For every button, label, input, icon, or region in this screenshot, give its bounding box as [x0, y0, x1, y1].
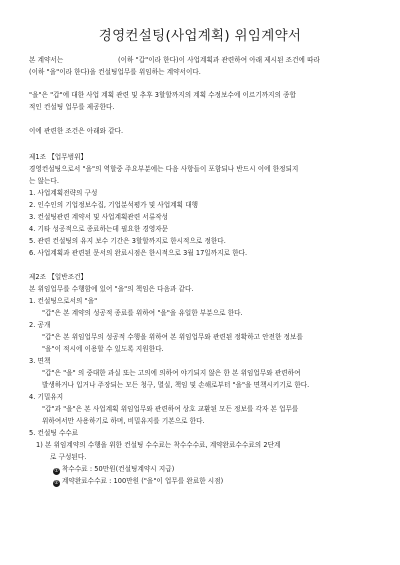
article-1-body-2: 는 않는다. — [29, 177, 59, 185]
clause-4-text-2: 위하여서만 사용하기로 하며, 비밀유지를 기본으로 한다. — [42, 417, 205, 425]
circled-number-2: ② — [54, 480, 59, 486]
article-1-item: 5. 관련 컨설팅의 유지 보수 기간은 3할할까지로 한시적으로 정한다. — [29, 237, 226, 245]
clause-2-title: 2. 공개 — [29, 321, 51, 329]
article-1-item: 1. 사업계획전략의 구성 — [29, 189, 98, 197]
clause-1-title: 1. 컨설팅으로서의 "을" — [29, 297, 98, 305]
fee-item-2-text: 계약완료수수료 : 100만원 ("을"이 업무를 완료한 시점) — [62, 477, 224, 485]
conditions-intro: 이에 관련한 조건은 아래와 같다. — [29, 127, 124, 135]
clause-5-text-1: 1) 본 위임계약의 수행을 위한 컨설팅 수수료는 착수수수료, 계약완료수수료의 2단계 — [36, 441, 281, 449]
clause-3-title: 3. 면책 — [29, 357, 51, 365]
article-1-item: 4. 기타 성공적으로 종료하는데 필요한 경영자문 — [29, 225, 169, 233]
clause-4-title: 4. 기밀유지 — [29, 393, 64, 401]
purpose-line-1: "을"은 "갑"에 대한 사업 계획 관련 및 추후 3할할까지의 계획 수정보수에 이르기까지의 종합 — [29, 91, 297, 99]
fee-item-1-text: 착수수료 : 50만원(컨설팅계약시 지급) — [62, 465, 175, 473]
clause-3-text-2: 발생하거나 입거나 주장되는 모든 청구, 멸실, 책임 및 손해로부터 "을"을 면책시키기로 한다. — [42, 381, 310, 389]
article-1-heading: 제1조 【업무범위】 — [29, 153, 88, 161]
intro-line-2: (이하 "을"이라 한다)을 컨설팅업무를 위임하는 계약서이다. — [29, 68, 201, 76]
intro-line-1b: (이하 "갑"이라 한다)이 사업계획과 관련하여 아래 제시된 조건에 따라 — [118, 56, 320, 64]
article-2-body: 본 위임업무를 수행함에 있어 "을"의 책임은 다음과 같다. — [29, 285, 194, 293]
article-1-body-1: 경영컨설팅으로서 "을"의 역할중 주요부분에는 다음 사항들이 포함되나 반드시 이에 한정되지 — [29, 165, 299, 173]
clause-1-text: "갑"은 본 계약의 성공적 종료를 위하여 "을"을 유일한 부분으로 한다. — [42, 309, 243, 317]
clause-5-text-2: 로 구성된다. — [50, 453, 87, 461]
clause-2-text-1: "갑"은 본 위임업무의 성공적 수행을 위하여 본 위임업무와 관련된 정확하고 안전한 정보를 — [42, 333, 303, 341]
article-2-heading: 제2조 【일반조건】 — [29, 273, 88, 281]
circled-number-1: ① — [54, 468, 59, 474]
purpose-line-2: 적인 컨설팅 업무를 제공한다. — [29, 103, 115, 111]
clause-4-text-1: "갑"과 "을"은 본 사업계획 위임업무와 관련하여 상호 교환된 모든 정보를 각자 본 업무를 — [42, 405, 299, 413]
article-1-item: 2. 인수인의 기업정보수집, 기업분석평가 및 사업계획 대행 — [29, 201, 199, 209]
clause-2-text-2: "을"이 적시에 이용할 수 있도록 지원한다. — [42, 345, 164, 353]
fee-item-2 — [53, 477, 223, 487]
clause-3-text-1: "갑"은 "을" 의 중대한 과실 또는 고의에 의하여 야기되지 않은 한 본 위임업무와 관련하여 — [42, 369, 301, 377]
clause-5-title: 5. 컨설팅 수수료 — [29, 429, 79, 437]
article-1-item: 3. 컨설팅관련 계약서 및 사업계획관련 서류작성 — [29, 213, 169, 221]
document-title: 경영컨설팅(사업계획) 위임계약서 — [98, 28, 302, 44]
intro-line-1a: 본 계약서는 — [29, 56, 64, 64]
article-1-item: 6. 사업계획과 관련된 문서의 완료시점은 한시적으로 3월 17일까지로 한다. — [29, 249, 248, 257]
fee-item-1 — [53, 465, 174, 475]
